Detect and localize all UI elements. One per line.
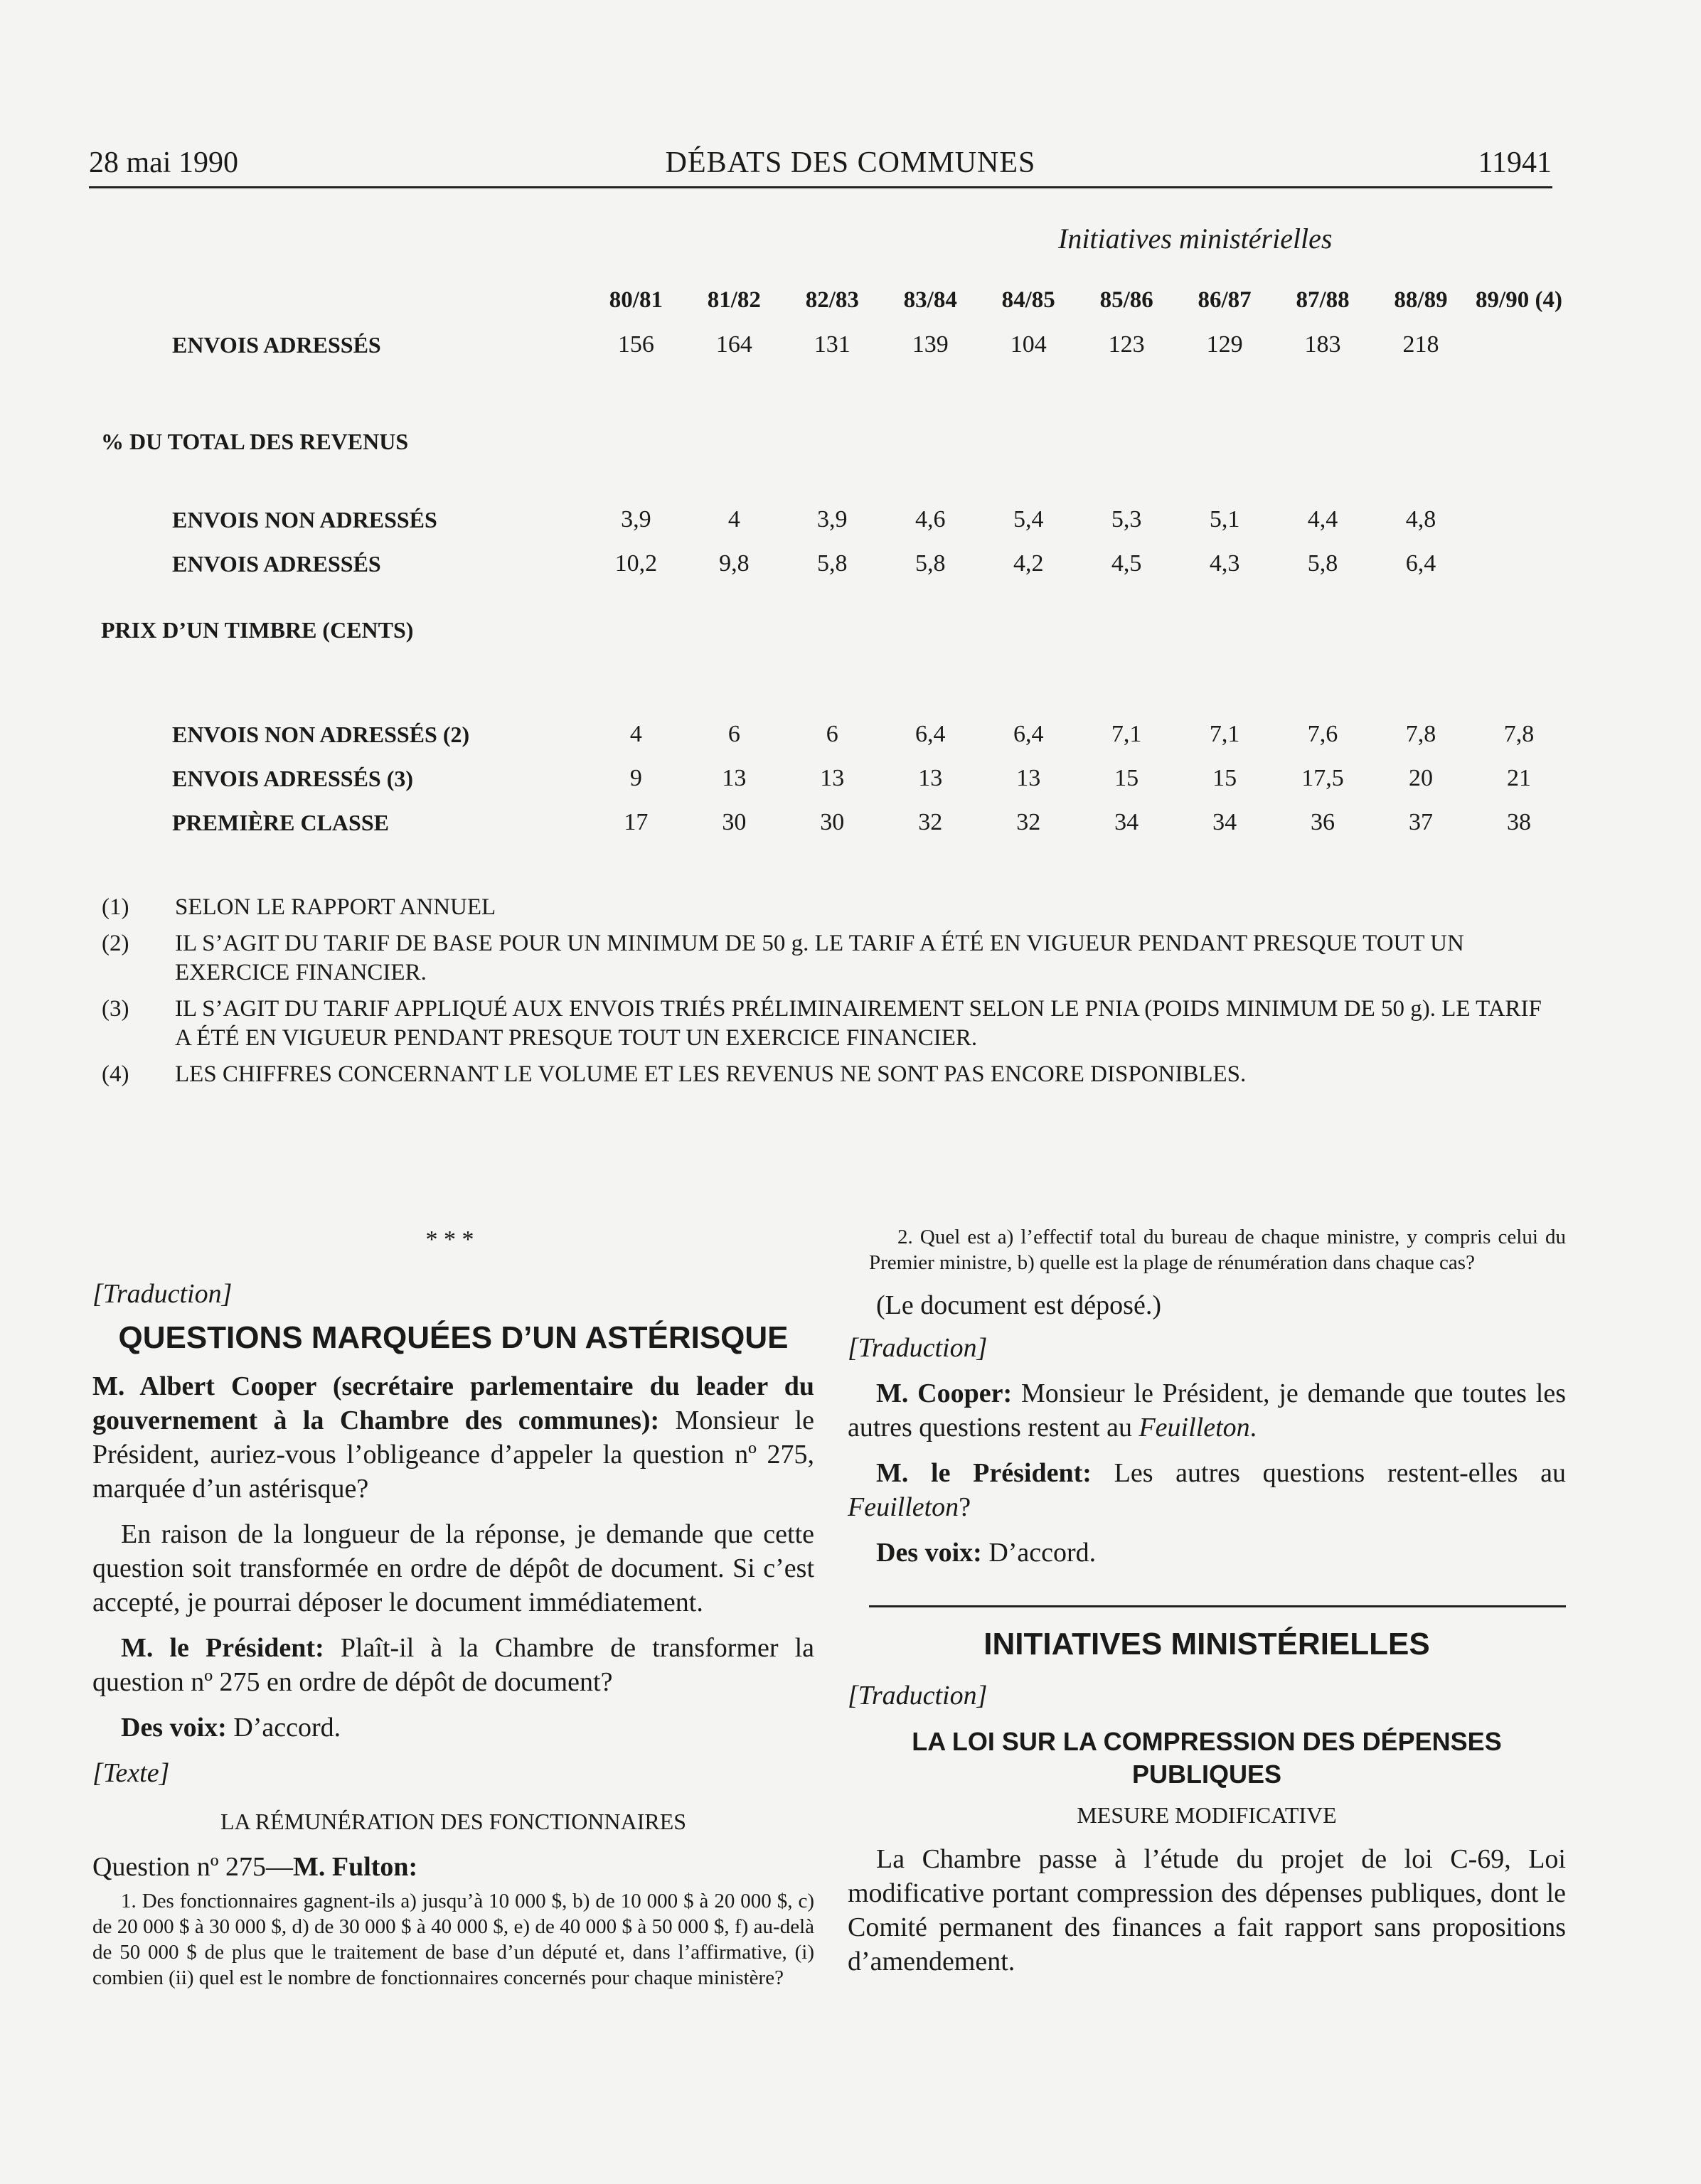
table-row (89, 712, 1568, 756)
note-number: (1) (102, 894, 129, 920)
row-label: ENVOIS NON ADRESSÉS (2) (172, 721, 470, 747)
note-text: IL S’AGIT DU TARIF APPLIQUÉ AUX ENVOIS TRIÉS PRÉLIMINAIREMENT SELON LE PNIA (POIDS MINIMUM DE 50 g). LE TARIF A ÉTÉ EN VIGUEUR PENDANT PRESQUE TOUT UN EXERCICE FINANCIER. (175, 996, 1542, 1051)
table-cell: 6 (727, 721, 740, 747)
table-cell: 183 (1304, 331, 1341, 358)
table-cell (1470, 498, 1568, 542)
table-cell: 4,3 (1209, 550, 1240, 577)
texte-marker: [Texte] (92, 1758, 170, 1788)
year-header: 83/84 (903, 287, 957, 313)
table-cell: 13 (1016, 765, 1041, 791)
table-row (89, 756, 1568, 801)
speaker-name: Des voix: (876, 1538, 982, 1568)
row-label: ENVOIS ADRESSÉS (172, 550, 381, 577)
table-cell: 4 (727, 506, 740, 532)
note-text: LES CHIFFRES CONCERNANT LE VOLUME ET LES REVENUS NE SONT PAS ENCORE DISPONIBLES. (175, 1061, 1247, 1087)
note-item (102, 929, 1552, 987)
table-cell: 5,8 (915, 550, 946, 577)
punctuation: ? (959, 1492, 971, 1522)
group-title-row (89, 367, 1568, 455)
speech-text: D’accord. (981, 1538, 1097, 1568)
table-cell: 7,6 (1307, 721, 1338, 747)
table-cell (1470, 323, 1568, 367)
feuilleton-text: Feuilleton (848, 1492, 959, 1522)
table-cell: 131 (814, 331, 850, 358)
table-cell: 15 (1114, 765, 1139, 791)
table-cell: 30 (820, 809, 845, 835)
table-row (89, 498, 1568, 542)
table-notes (102, 893, 1552, 1096)
table-cell: 156 (617, 331, 654, 358)
paragraph (848, 1456, 1566, 1524)
paragraph (92, 1711, 814, 1745)
year-header: 87/88 (1296, 287, 1350, 313)
table-cell: 7,1 (1209, 721, 1240, 747)
table-cell: 4,6 (915, 506, 946, 532)
feuilleton-text: Feuilleton (1139, 1413, 1250, 1442)
note-item (102, 893, 1552, 922)
table-cell: 13 (722, 765, 747, 791)
table-cell: 139 (912, 331, 949, 358)
table-cell: 32 (918, 809, 943, 835)
table-cell: 37 (1409, 809, 1433, 835)
year-header: 85/86 (1099, 287, 1153, 313)
table-cell: 104 (1010, 331, 1047, 358)
measure-caption: MESURE MODIFICATIVE (1077, 1802, 1337, 1828)
table-cell: 9 (629, 765, 642, 791)
section-subtitle: Initiatives ministérielles (1058, 223, 1333, 255)
statistics-table (89, 277, 1568, 845)
header-rule (89, 186, 1552, 188)
table-cell: 5,1 (1209, 506, 1240, 532)
header-title: DÉBATS DES COMMUNES (665, 146, 1036, 179)
table-cell: 6 (826, 721, 838, 747)
table-cell: 5,8 (1307, 550, 1338, 577)
table-cell: 4,5 (1111, 550, 1142, 577)
section-heading: QUESTIONS MARQUÉES D’UN ASTÉRISQUE (118, 1320, 789, 1355)
row-label: ENVOIS ADRESSÉS (3) (172, 765, 414, 791)
paragraph (848, 1536, 1566, 1570)
table-cell: 5,4 (1013, 506, 1044, 532)
table-cell: 32 (1016, 809, 1041, 835)
table-cell (1470, 542, 1568, 586)
table-cell: 15 (1212, 765, 1237, 791)
row-label: PREMIÈRE CLASSE (172, 809, 389, 835)
table-row (89, 323, 1568, 367)
year-header: 84/85 (1001, 287, 1055, 313)
paragraph: La Chambre passe à l’étude du projet de loi C-69, Loi modificative portant compression des dépenses publiques, dont le Comité permanent des finances a fait rapport sans propositions d’amendement. (848, 1844, 1566, 1976)
speaker-name: M. Albert Cooper (secrétaire parlementaire du leader du gouvernement à la Chambre des communes): (92, 1371, 814, 1435)
table-cell: 7,8 (1503, 721, 1535, 747)
year-header: 88/89 (1394, 287, 1448, 313)
paragraph: En raison de la longueur de la réponse, je demande que cette question soit transformée en ordre de dépôt de document. Si c’est accepté, je pourrai déposer le document immédiatement. (92, 1519, 814, 1617)
table-cell: 6,4 (1013, 721, 1044, 747)
section-heading: INITIATIVES MINISTÉRIELLES (983, 1627, 1430, 1661)
table-cell: 7,1 (1111, 721, 1142, 747)
question-prefix: Question nº 275— (92, 1852, 293, 1882)
table-cell: 6,4 (1405, 550, 1436, 577)
table-cell: 30 (722, 809, 747, 835)
note-item (102, 995, 1552, 1053)
year-header: 89/90 (4) (1476, 287, 1562, 313)
table-cell: 4,4 (1307, 506, 1338, 532)
punctuation: . (1249, 1413, 1257, 1442)
row-label: ENVOIS ADRESSÉS (172, 331, 381, 358)
speech-text: Monsieur le Président, auriez-vous l’obligeance d’appeler la question nº 275, marquée d’un astérisque? (92, 1406, 815, 1504)
table-cell: 5,8 (817, 550, 848, 577)
question-title (92, 1850, 814, 1884)
traduction-marker: [Traduction] (92, 1279, 233, 1309)
speech-text: Plaît-il à la Chambre de transformer la question nº 275 en ordre de dépôt de document? (92, 1633, 814, 1697)
table-cell: 10,2 (614, 550, 658, 577)
question-caption: LA RÉMUNÉRATION DES FONCTIONNAIRES (220, 1809, 687, 1834)
table-cell: 34 (1212, 809, 1237, 835)
speaker-name: M. le Président: (121, 1633, 324, 1663)
question-part-1: 1. Des fonctionnaires gagnent-ils a) jusqu’à 10 000 $, b) de 10 000 $ à 20 000 $, c) de 20 000 $ à 30 000 $, d) de 30 000 $ à 40 000 $, e) de 40 000 $ à 50 000 $, f) au-delà de 50 000 $ de plus que le traitement de base d’un député et, dans l’affirmative, (i) combien (ii) quel est le nombre de fonctionnaires concernés pour chaque ministère? (92, 1890, 814, 1989)
year-header: 80/81 (609, 287, 663, 313)
bill-title: LA LOI SUR LA COMPRESSION DES DÉPENSES PUBLIQUES (912, 1727, 1502, 1789)
paragraph (92, 1369, 814, 1506)
traduction-marker: [Traduction] (848, 1681, 988, 1711)
paragraph (848, 1376, 1566, 1445)
table-cell: 164 (715, 331, 752, 358)
table-cell: 218 (1402, 331, 1439, 358)
table-cell: 129 (1206, 331, 1243, 358)
table-cell: 13 (820, 765, 845, 791)
table-cell: 13 (918, 765, 943, 791)
traduction-marker: [Traduction] (848, 1333, 988, 1363)
table-cell: 21 (1506, 765, 1531, 791)
table-cell: 7,8 (1405, 721, 1436, 747)
section-divider (869, 1605, 1566, 1607)
table-cell: 20 (1409, 765, 1433, 791)
year-header: 81/82 (707, 287, 761, 313)
question-part-2: 2. Quel est a) l’effectif total du bureau de chaque ministre, y compris celui du Premier ministre, b) quelle est la plage de rénumération dans chaque cas? (869, 1226, 1566, 1274)
table-cell: 3,9 (621, 506, 651, 532)
year-header: 86/87 (1198, 287, 1252, 313)
note-item (102, 1060, 1552, 1089)
table-cell: 4,8 (1405, 506, 1436, 532)
speech-text: Monsieur le Président, je demande que toutes les autres questions restent au (848, 1379, 1566, 1442)
table-cell: 4 (629, 721, 642, 747)
group-title: PRIX D’UN TIMBRE (CENTS) (101, 616, 414, 643)
table-cell: 3,9 (817, 506, 848, 532)
table-row (89, 801, 1568, 845)
table-cell: 6,4 (915, 721, 946, 747)
paragraph (92, 1631, 814, 1699)
speaker-name: M. Cooper: (876, 1379, 1013, 1408)
document-deposited: (Le document est déposé.) (876, 1290, 1161, 1320)
table-cell: 9,8 (719, 550, 750, 577)
table-header-row (89, 277, 1568, 323)
year-header: 82/83 (805, 287, 859, 313)
note-number: (4) (102, 1061, 129, 1087)
table-cell: 4,2 (1013, 550, 1044, 577)
row-label: ENVOIS NON ADRESSÉS (172, 506, 437, 532)
note-number: (2) (102, 931, 129, 956)
note-text: SELON LE RAPPORT ANNUEL (175, 894, 496, 920)
table-cell: 38 (1506, 809, 1531, 835)
table-cell: 17 (624, 809, 649, 835)
table-cell: 17,5 (1301, 765, 1344, 791)
speech-text: Les autres questions restent-elles au (1091, 1458, 1566, 1488)
group-title: % DU TOTAL DES REVENUS (101, 429, 409, 454)
table-cell: 34 (1114, 809, 1139, 835)
note-number: (3) (102, 996, 129, 1022)
table-cell: 36 (1311, 809, 1335, 835)
group-title-row (89, 586, 1568, 674)
table-cell: 123 (1108, 331, 1145, 358)
right-column (848, 1224, 1566, 1990)
speech-text: D’accord. (226, 1713, 341, 1743)
section-stars: * * * (425, 1226, 474, 1253)
speaker-name: Des voix: (121, 1713, 227, 1743)
speaker-name: M. le Président: (876, 1458, 1092, 1488)
table-cell: 5,3 (1111, 506, 1142, 532)
note-text: IL S’AGIT DU TARIF DE BASE POUR UN MINIMUM DE 50 g. LE TARIF A ÉTÉ EN VIGUEUR PENDANT PRESQUE TOUT UN EXERCICE FINANCIER. (175, 931, 1464, 985)
page-number: 11941 (1478, 146, 1552, 179)
question-author: M. Fulton: (293, 1852, 418, 1882)
left-column (92, 1223, 814, 2002)
header-date: 28 mai 1990 (89, 146, 238, 179)
table-row (89, 542, 1568, 586)
